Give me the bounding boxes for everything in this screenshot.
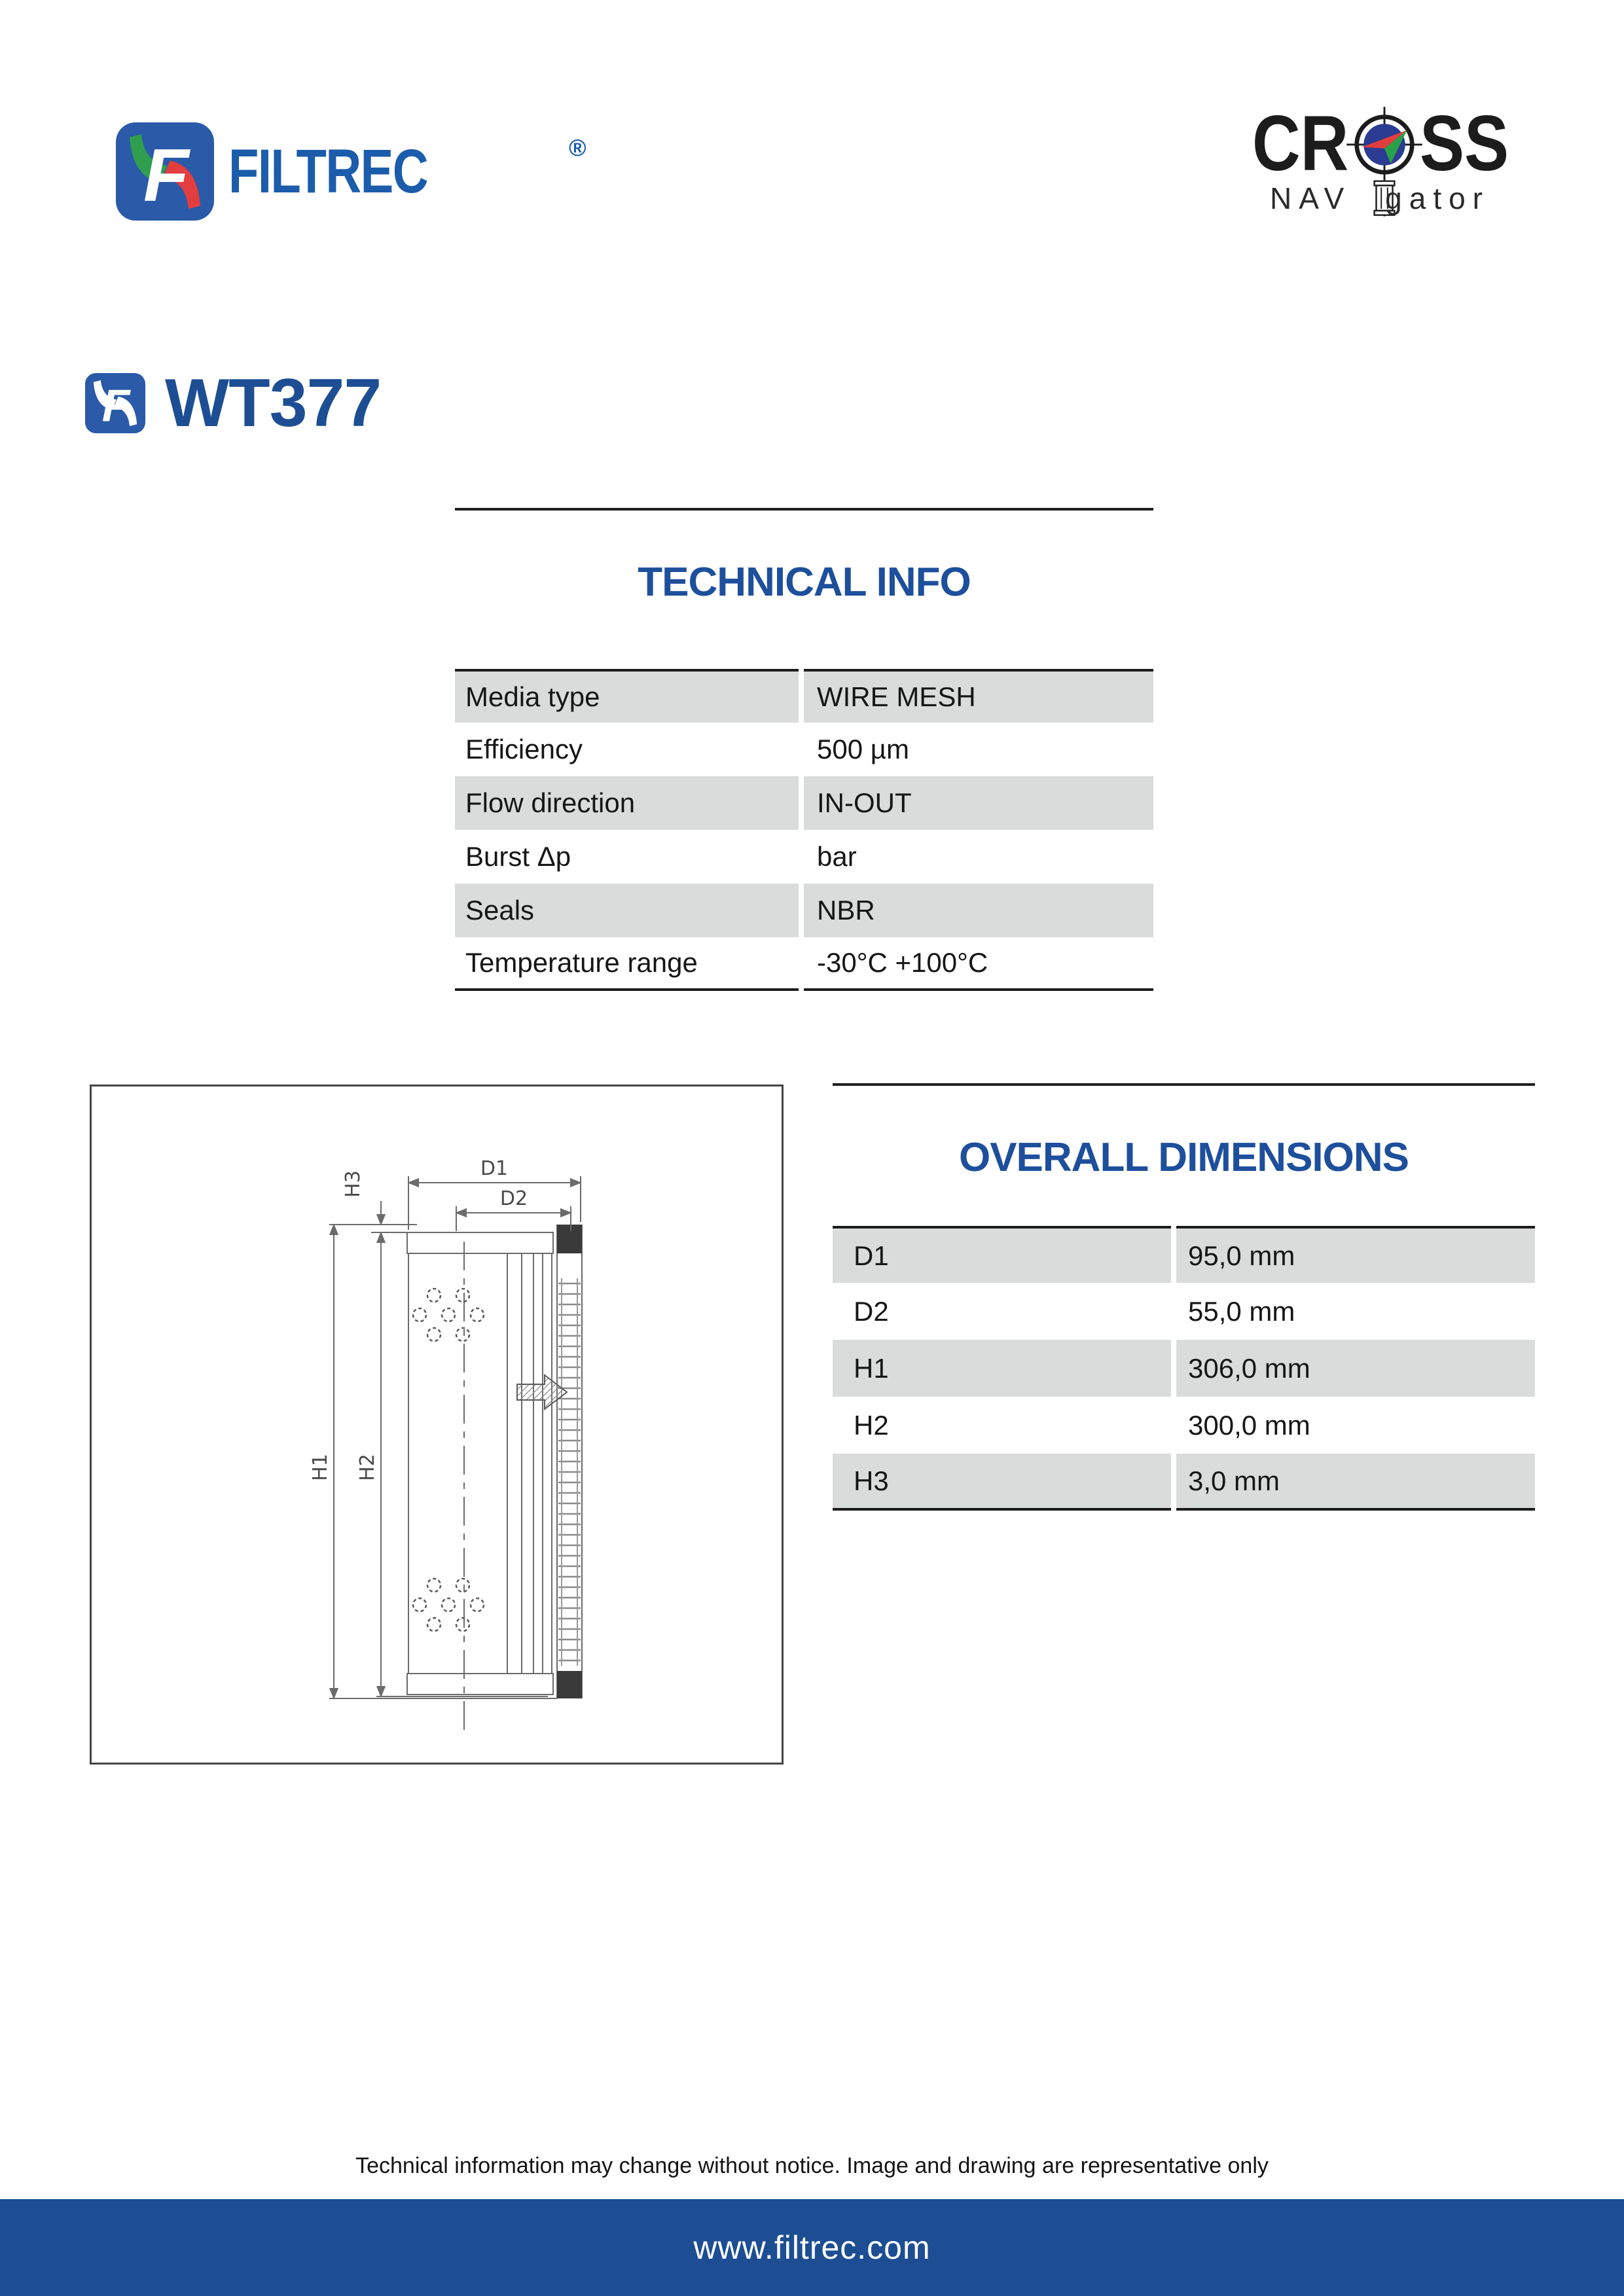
overall-dimensions-table [833,1226,1535,1511]
filtrec-logo-icon [116,122,214,221]
registered-trademark-symbol: ® [569,134,586,161]
mesh-bottom-end [557,1671,582,1698]
dim-label-h2: H2 [356,1454,379,1481]
dim-label-d1: D1 [480,1157,509,1180]
table-row [833,1226,1535,1283]
dim-label-h1: H1 [309,1454,332,1481]
table-row [455,830,1153,884]
filtrec-mark-icon [85,373,145,433]
technical-info-top-rule [455,508,1153,511]
filtrec-logo [116,122,586,221]
filter-technical-drawing [90,1085,784,1765]
table-row [833,1454,1535,1511]
row-value: 300,0 mm [1188,1409,1310,1441]
drawing-frame [91,1086,783,1764]
table-row [455,884,1153,937]
svg-text:F: F [101,380,130,431]
cross-logo-line1 [1252,99,1509,187]
row-value: 500 µm [817,734,909,764]
row-label: H3 [833,1454,1171,1511]
row-value: 55,0 mm [1188,1295,1295,1327]
perforation-holes [413,1289,484,1631]
cross-navigator-logo [1252,99,1509,216]
cross-logo-ss: SS [1419,99,1509,187]
row-label: D2 [854,1295,889,1327]
disclaimer-text: Technical information may change without notice. Image and drawing are representative only [355,2153,1269,2178]
footer-band [0,2199,1624,2296]
row-value: NBR [804,884,1153,937]
dim-label-d2: D2 [499,1187,528,1210]
mesh-top-end [557,1225,582,1253]
svg-text:F: F [143,134,189,217]
table-row [833,1340,1535,1397]
technical-info-title: TECHNICAL INFO [638,560,971,605]
cross-logo-gator: gator [1385,181,1490,215]
row-label: D1 [833,1226,1171,1283]
row-label: Efficiency [465,734,583,764]
row-value: 3,0 mm [1176,1454,1535,1511]
row-value: 95,0 mm [1176,1226,1535,1283]
compass-icon [1352,111,1417,176]
filter-element-outline [407,1225,582,1732]
overall-dimensions-title: OVERALL DIMENSIONS [958,1135,1409,1180]
table-row [455,776,1153,830]
row-value: -30°C +100°C [804,937,1153,991]
row-label: Burst Δp [465,841,571,872]
row-value: bar [817,841,857,872]
overall-dimensions-top-rule [833,1083,1535,1086]
row-value: WIRE MESH [804,669,1153,723]
row-value: 306,0 mm [1176,1340,1535,1397]
table-row [455,937,1153,991]
row-label: H2 [854,1409,889,1441]
table-row [833,1283,1535,1340]
row-value: IN-OUT [804,776,1153,830]
row-label: H1 [833,1340,1171,1397]
part-title [85,365,382,441]
table-row [833,1397,1535,1454]
table-row [455,669,1153,723]
technical-info-table [455,669,1153,991]
cross-logo-nav: NAV [1269,181,1352,215]
wire-mesh-strip [558,1278,581,1666]
filtrec-wordmark: FILTREC [228,136,428,206]
row-label: Seals [455,884,799,937]
row-label: Flow direction [455,776,799,830]
table-row [455,723,1153,776]
website-url: www.filtrec.com [693,2229,931,2266]
dim-label-h3: H3 [342,1170,365,1198]
cross-logo-cr: CR [1252,99,1349,187]
part-code: WT377 [165,365,382,441]
row-label: Temperature range [455,937,799,991]
row-label: Media type [455,669,799,723]
